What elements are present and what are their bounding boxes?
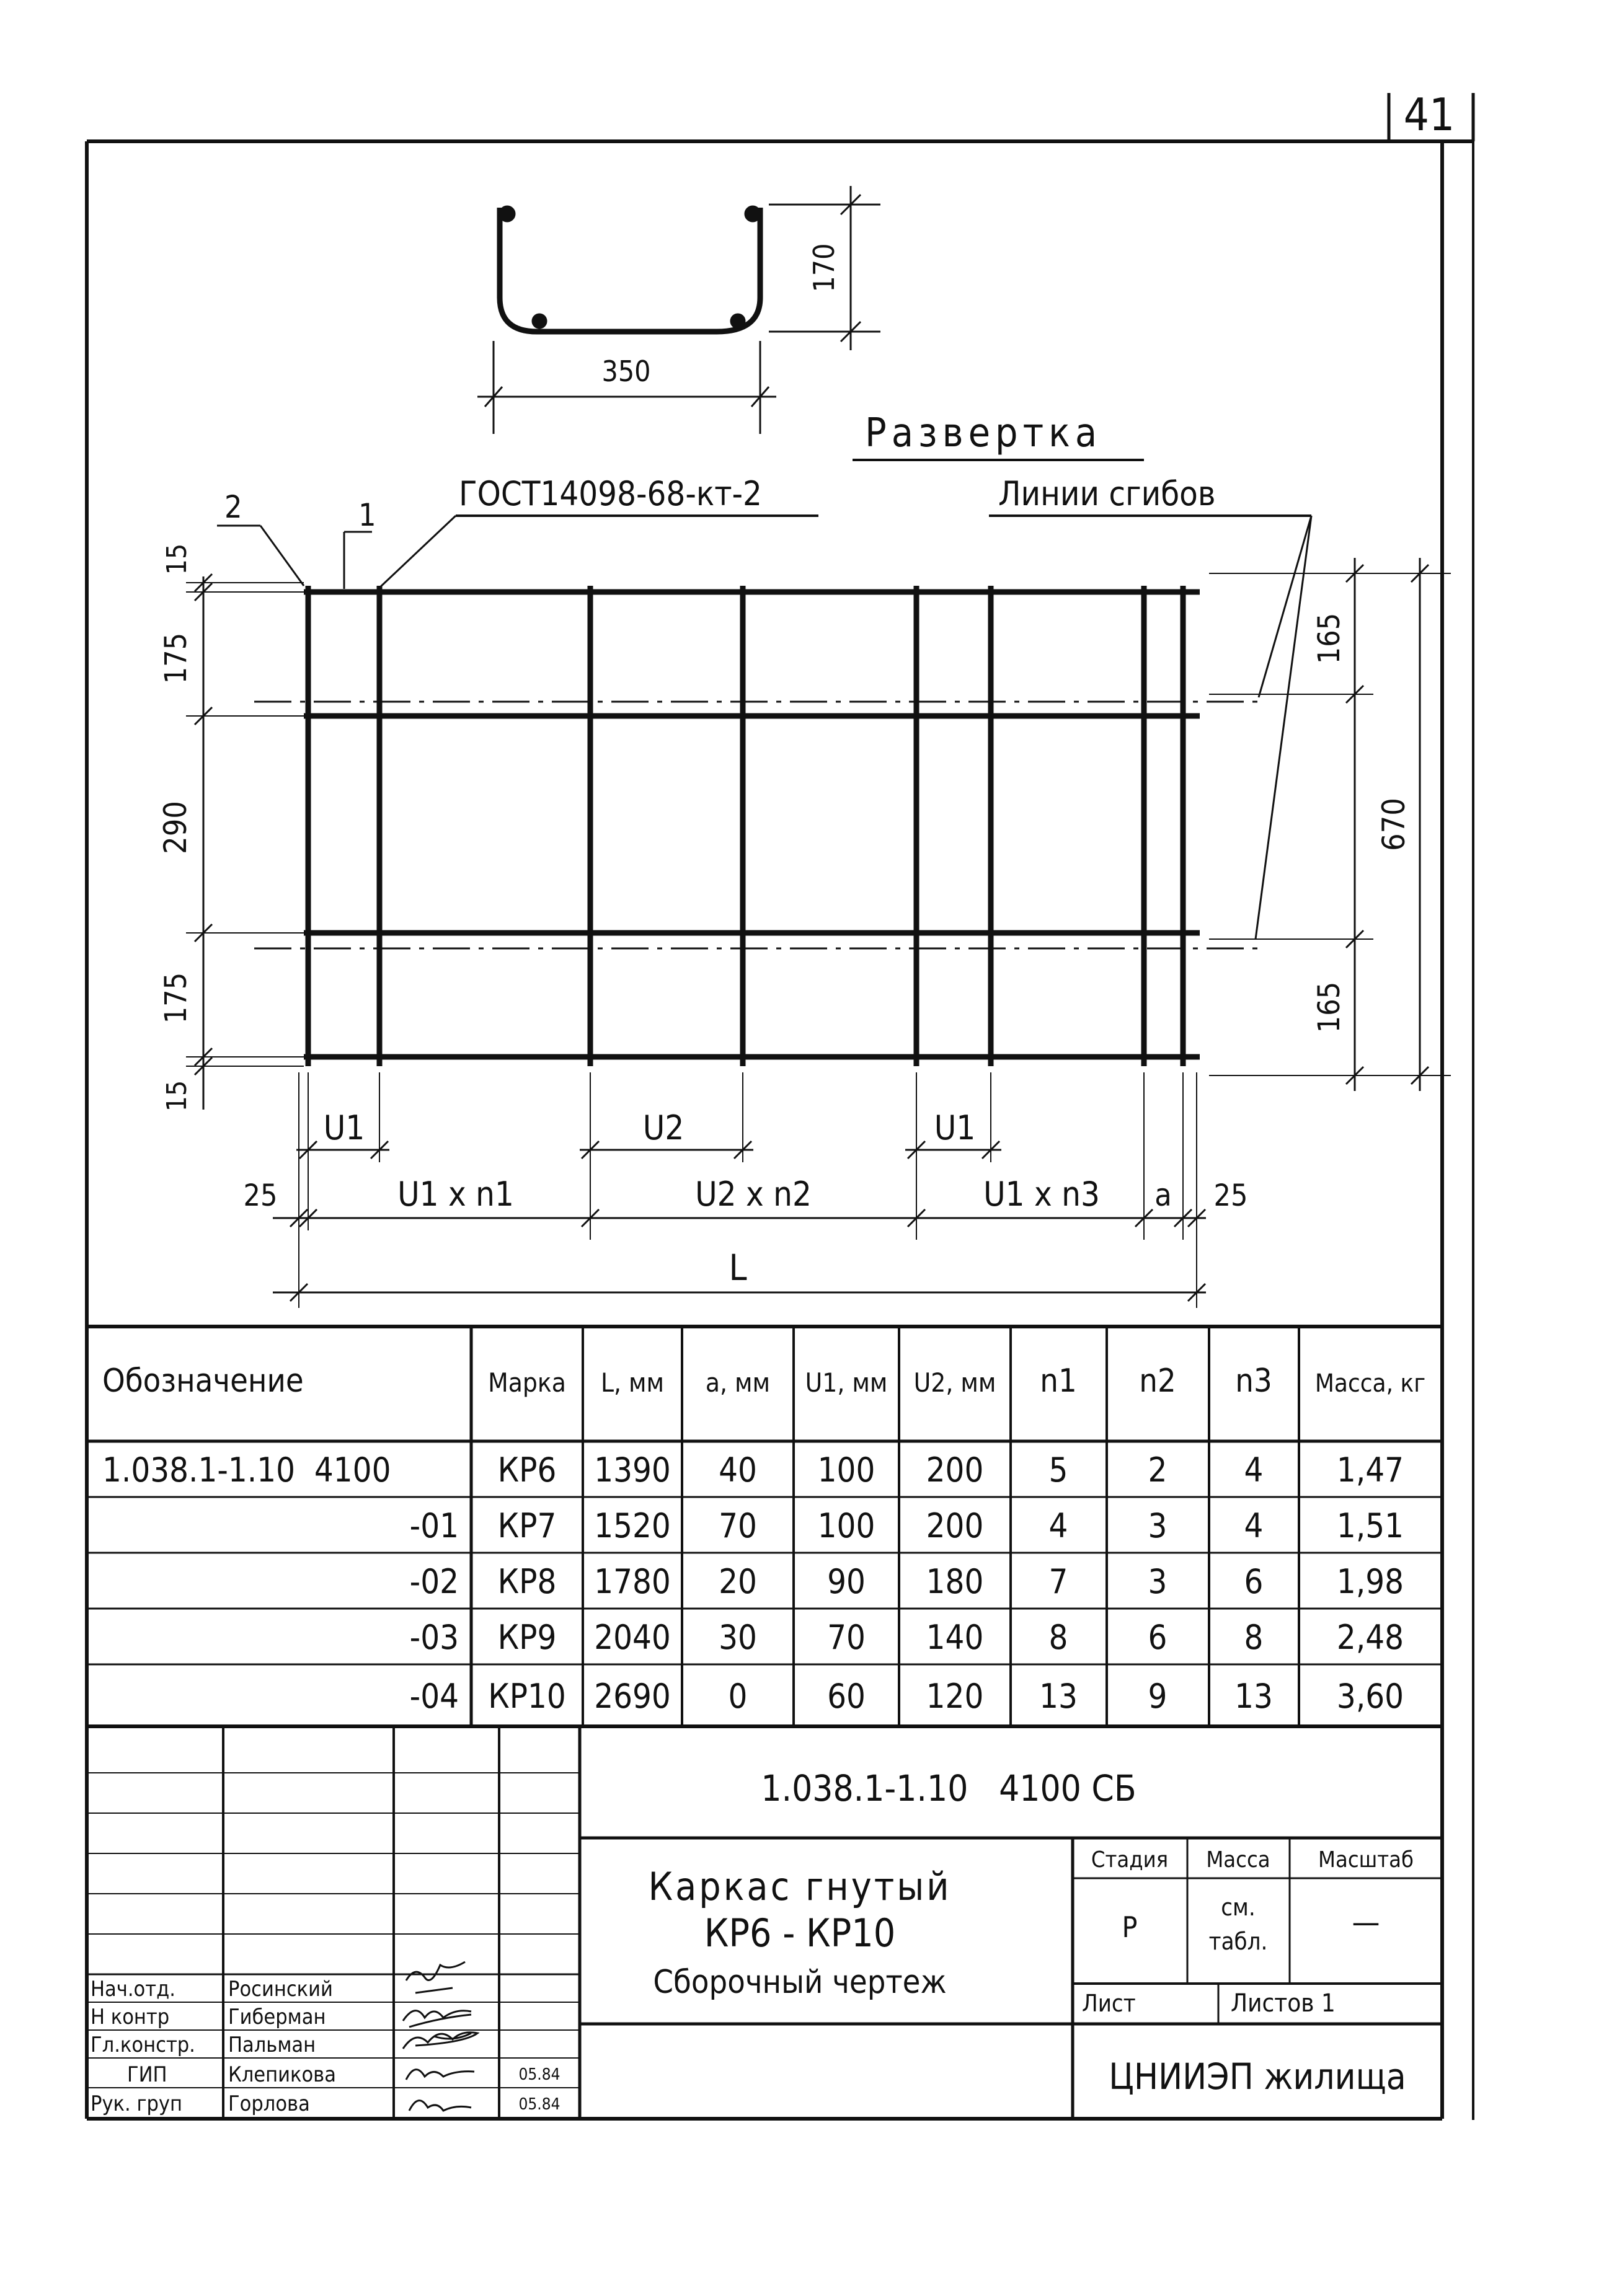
th-u1: U1, мм [805, 1367, 888, 1398]
dim-left-175-top: 175 [159, 632, 193, 684]
stage-label: Стадия [1091, 1847, 1169, 1873]
sig-role: Нач.отд. [91, 1977, 175, 2002]
th-n1: n1 [1040, 1362, 1077, 1400]
cell-l: 1390 [594, 1450, 671, 1490]
stage-value: Р [1122, 1910, 1138, 1944]
cell-l: 2040 [594, 1618, 671, 1657]
cell-u2: 180 [926, 1562, 984, 1601]
callout-1: 1 [358, 497, 376, 533]
cell-n3: 6 [1244, 1562, 1264, 1601]
cell-designation: -03 [409, 1618, 459, 1657]
th-u2: U2, мм [913, 1367, 996, 1398]
sig-name: Пальман [228, 2033, 316, 2057]
table-row [410, 1562, 1404, 1601]
dim-right-165-bottom: 165 [1312, 981, 1347, 1033]
sig-role: Гл.констр. [91, 2033, 195, 2057]
cell-a: 20 [719, 1562, 757, 1601]
cell-u2: 200 [926, 1506, 984, 1545]
cell-n1: 4 [1048, 1506, 1068, 1545]
th-mass: Масса, кг [1314, 1369, 1426, 1398]
cell-mark: КР9 [497, 1618, 557, 1657]
cell-mark: КР7 [497, 1506, 557, 1545]
cell-l: 1520 [594, 1506, 671, 1545]
sig-name: Клепикова [228, 2062, 336, 2087]
th-l: L, мм [600, 1367, 665, 1398]
cell-a: 0 [728, 1677, 748, 1716]
dim-a: a [1154, 1177, 1172, 1213]
development-title: Развертка [865, 410, 1102, 456]
cell-designation: -04 [409, 1677, 459, 1716]
cell-u2: 140 [926, 1618, 984, 1657]
cell-designation: 1.038.1-1.10 4100 [102, 1450, 391, 1490]
table-row [410, 1506, 1404, 1545]
th-mark: Марка [488, 1367, 566, 1398]
cell-n3: 8 [1244, 1618, 1264, 1657]
cell-designation: -02 [409, 1562, 459, 1601]
sig-name: Горлова [228, 2091, 310, 2116]
th-n3: n3 [1235, 1362, 1272, 1400]
cell-n2: 9 [1148, 1677, 1168, 1716]
sig-name: Гиберман [228, 2005, 326, 2029]
dim-left-175-bottom: 175 [159, 972, 193, 1024]
dim-total-l: L [729, 1247, 747, 1289]
cell-n2: 2 [1148, 1450, 1168, 1490]
development-mesh [186, 516, 1451, 1308]
cell-designation: -01 [409, 1506, 459, 1545]
cell-n1: 8 [1048, 1618, 1068, 1657]
cell-a: 40 [719, 1450, 757, 1490]
sig-role: ГИП [127, 2062, 167, 2087]
scale-label: Масштаб [1318, 1847, 1414, 1873]
cell-n1: 13 [1039, 1677, 1078, 1716]
cell-u1: 100 [817, 1506, 875, 1545]
cell-mass: 1,98 [1336, 1562, 1404, 1601]
cell-u2: 120 [926, 1677, 984, 1716]
cell-mass: 1,51 [1336, 1506, 1404, 1545]
gost-label: ГОСТ14098-68-кт-2 [459, 474, 762, 513]
cell-n2: 3 [1148, 1562, 1168, 1601]
th-designation: Обозначение [102, 1362, 304, 1400]
title-line-1: Каркас гнутый [648, 1864, 952, 1909]
sheet-number: 41 [1403, 89, 1455, 141]
sig-date: 05.84 [518, 2065, 561, 2084]
cell-n3: 4 [1244, 1450, 1264, 1490]
cell-u1: 100 [817, 1450, 875, 1490]
scale-value: — [1352, 1904, 1380, 1940]
th-a: a, мм [705, 1367, 771, 1398]
sheet-label: Лист [1082, 1990, 1136, 2017]
section-height-dim: 170 [807, 243, 841, 293]
cell-n1: 5 [1048, 1450, 1068, 1490]
mass-value-1: см. [1221, 1894, 1256, 1921]
dim-left-15-bottom: 15 [161, 1080, 193, 1112]
cell-a: 70 [719, 1506, 757, 1545]
dim-left-290: 290 [157, 801, 193, 854]
doc-code: 1.038.1-1.10 4100 СБ [761, 1767, 1137, 1809]
dim-right-165-top: 165 [1312, 612, 1347, 665]
cell-n3: 13 [1234, 1677, 1273, 1716]
spec-table-header [102, 1362, 1425, 1400]
sig-date: 05.84 [518, 2095, 561, 2114]
sheets-label: Листов 1 [1231, 1989, 1336, 2018]
cell-l: 1780 [594, 1562, 671, 1601]
dim-edge-left: 25 [243, 1178, 278, 1213]
cell-mark: КР10 [488, 1677, 566, 1716]
dim-seg2: U2 x n2 [695, 1175, 812, 1214]
section-width-dim: 350 [601, 355, 651, 388]
table-row [410, 1677, 1404, 1716]
cell-n2: 3 [1148, 1506, 1168, 1545]
organization: ЦНИИЭП жилища [1109, 2055, 1406, 2098]
cell-mark: КР8 [497, 1562, 557, 1601]
sheet-frame [87, 93, 1473, 2120]
title-line-2: КР6 - КР10 [704, 1910, 896, 1956]
dim-u2: U2 [642, 1108, 685, 1147]
cell-mark: КР6 [497, 1450, 557, 1490]
cell-mass: 3,60 [1336, 1677, 1404, 1716]
cell-u1: 90 [827, 1562, 866, 1601]
sig-role: Рук. груп [91, 2091, 183, 2116]
dim-u1-right: U1 [934, 1108, 976, 1147]
sig-name: Росинский [228, 1977, 333, 2002]
dim-edge-right: 25 [1213, 1178, 1248, 1213]
cell-n3: 4 [1244, 1506, 1264, 1545]
section-view [477, 186, 880, 434]
cell-l: 2690 [594, 1677, 671, 1716]
callout-2: 2 [224, 489, 242, 525]
cell-mass: 1,47 [1336, 1450, 1404, 1490]
dim-seg3: U1 x n3 [983, 1175, 1100, 1214]
bend-lines-label: Линии сгибов [998, 474, 1216, 513]
cell-n2: 6 [1148, 1618, 1168, 1657]
cell-n1: 7 [1048, 1562, 1068, 1601]
sig-role: Н контр [91, 2005, 170, 2029]
dim-seg1: U1 x n1 [397, 1175, 514, 1214]
cell-u1: 70 [827, 1618, 866, 1657]
signature-list [91, 1977, 560, 2116]
dim-u1-left: U1 [323, 1108, 365, 1147]
cell-u2: 200 [926, 1450, 984, 1490]
table-row [410, 1618, 1404, 1657]
dim-right-670: 670 [1376, 798, 1412, 851]
cell-u1: 60 [827, 1677, 866, 1716]
dim-left-15-top: 15 [161, 543, 193, 575]
mass-label: Масса [1206, 1847, 1270, 1873]
title-line-3: Сборочный чертеж [653, 1964, 947, 2001]
th-n2: n2 [1139, 1362, 1176, 1400]
mass-value-2: табл. [1208, 1928, 1268, 1955]
cell-mass: 2,48 [1336, 1618, 1404, 1657]
cell-a: 30 [719, 1618, 757, 1657]
